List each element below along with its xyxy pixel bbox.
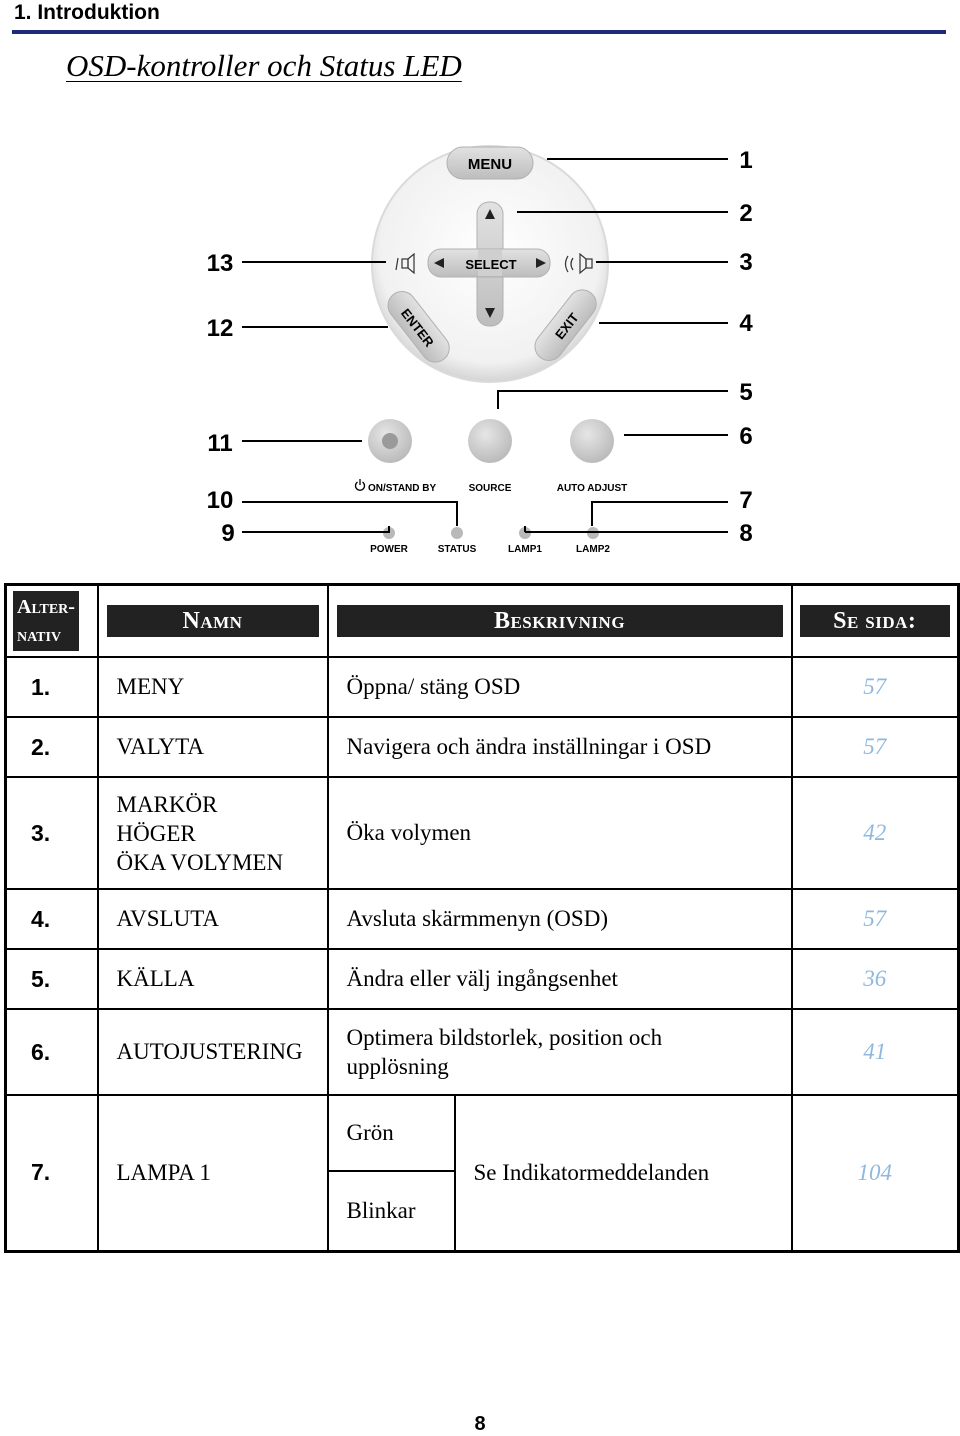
standby-label: ON/STAND BY	[368, 483, 437, 494]
callout-9: 9	[221, 520, 235, 547]
row-name-line: MARKÖR	[116, 791, 218, 817]
row-number: 7.	[6, 1095, 98, 1251]
table-row	[6, 657, 959, 717]
row-description-line: Optimera bildstorlek, position och	[346, 1025, 663, 1050]
header-beskrivning	[328, 585, 792, 658]
callout-6: 6	[739, 423, 753, 450]
section-title: OSD-kontroller och Status LED	[66, 48, 462, 83]
header-beskrivning-label: Beskrivning	[337, 605, 783, 637]
callout-4: 4	[739, 310, 753, 337]
table-row	[6, 777, 959, 889]
table-row	[6, 1009, 959, 1095]
callout-3: 3	[739, 249, 753, 276]
enter-button-label: ENTER	[397, 305, 437, 350]
row-page-link[interactable]: 57	[792, 889, 959, 949]
callout-5: 5	[739, 379, 753, 406]
header-rule	[12, 30, 946, 34]
row-page-link[interactable]: 57	[792, 657, 959, 717]
callout-8: 8	[739, 520, 753, 547]
control-panel-diagram	[0, 130, 960, 570]
row-page-link[interactable]: 41	[792, 1009, 959, 1095]
callout-7: 7	[739, 487, 753, 514]
header-se-sida	[792, 585, 959, 658]
standby-button[interactable]	[368, 419, 412, 463]
row-number: 3.	[6, 777, 98, 889]
row-description: Öka volymen	[328, 777, 792, 889]
row-number: 6.	[6, 1009, 98, 1095]
callout-10: 10	[206, 487, 234, 514]
power-icon	[355, 479, 364, 490]
callout-11: 11	[207, 430, 233, 457]
page-header	[0, 0, 960, 40]
row-page-link[interactable]: 36	[792, 949, 959, 1009]
callout-12: 12	[206, 315, 234, 342]
lamp2-led-label: LAMP2	[576, 544, 610, 555]
row-number: 5.	[6, 949, 98, 1009]
header-alt-line2: nativ	[17, 624, 62, 646]
row-name: KÄLLA	[98, 949, 328, 1009]
control-panel-svg	[0, 130, 960, 570]
row-number: 4.	[6, 889, 98, 949]
status-led-label: STATUS	[437, 544, 477, 555]
row-name	[98, 777, 328, 889]
row-page-link[interactable]: 42	[792, 777, 959, 889]
auto-adjust-button[interactable]	[570, 419, 614, 463]
table-row	[6, 949, 959, 1009]
controls-reference-table	[4, 583, 960, 1253]
power-led-label: POWER	[370, 544, 408, 555]
row-name-line: HÖGER	[116, 820, 196, 846]
callout-13: 13	[206, 250, 234, 277]
row-name: VALYTA	[98, 717, 328, 777]
row-description	[328, 1009, 792, 1095]
header-alternativ	[6, 585, 98, 658]
menu-button[interactable]	[447, 147, 533, 179]
table-header-row	[6, 585, 959, 658]
header-namn	[98, 585, 328, 658]
row-number: 2.	[6, 717, 98, 777]
row-page-link[interactable]: 104	[792, 1095, 959, 1251]
table-row	[6, 889, 959, 949]
chapter-title: 1. Introduktion	[14, 1, 160, 24]
row-description: Öppna/ stäng OSD	[328, 657, 792, 717]
row-state: Grön	[328, 1095, 455, 1171]
row-number: 1.	[6, 657, 98, 717]
row-description: Ändra eller välj ingångsenhet	[328, 949, 792, 1009]
row-page-link[interactable]: 57	[792, 717, 959, 777]
status-led	[451, 527, 463, 539]
table-row	[6, 717, 959, 777]
row-name: MENY	[98, 657, 328, 717]
row-name: AUTOJUSTERING	[98, 1009, 328, 1095]
source-label: SOURCE	[468, 483, 512, 494]
row-state: Blinkar	[328, 1171, 455, 1251]
header-alt-line1: Alter-	[17, 596, 75, 618]
auto-adjust-label: AUTO ADJUST	[556, 483, 628, 494]
header-alternativ-label	[13, 591, 79, 651]
lamp1-led-label: LAMP1	[508, 544, 542, 555]
row-name-line: ÖKA VOLYMEN	[116, 849, 284, 875]
exit-button-label: EXIT	[551, 310, 582, 343]
page-number: 8	[474, 1413, 486, 1435]
row-description: Navigera och ändra inställningar i OSD	[328, 717, 792, 777]
source-button[interactable]	[468, 419, 512, 463]
row-description: Avsluta skärmmenyn (OSD)	[328, 889, 792, 949]
header-se-sida-label: Se sida:	[800, 605, 950, 637]
row-description-line: upplösning	[346, 1054, 449, 1079]
menu-button-label: MENU	[467, 156, 513, 173]
callout-2: 2	[739, 200, 753, 227]
row-name: LAMPA 1	[98, 1095, 328, 1251]
table-row	[6, 1095, 959, 1171]
header-namn-label: Namn	[107, 605, 319, 637]
row-description: Se Indikatormeddelanden	[455, 1095, 792, 1251]
callout-1: 1	[739, 147, 753, 174]
row-name: AVSLUTA	[98, 889, 328, 949]
select-button-label: SELECT	[465, 257, 517, 272]
